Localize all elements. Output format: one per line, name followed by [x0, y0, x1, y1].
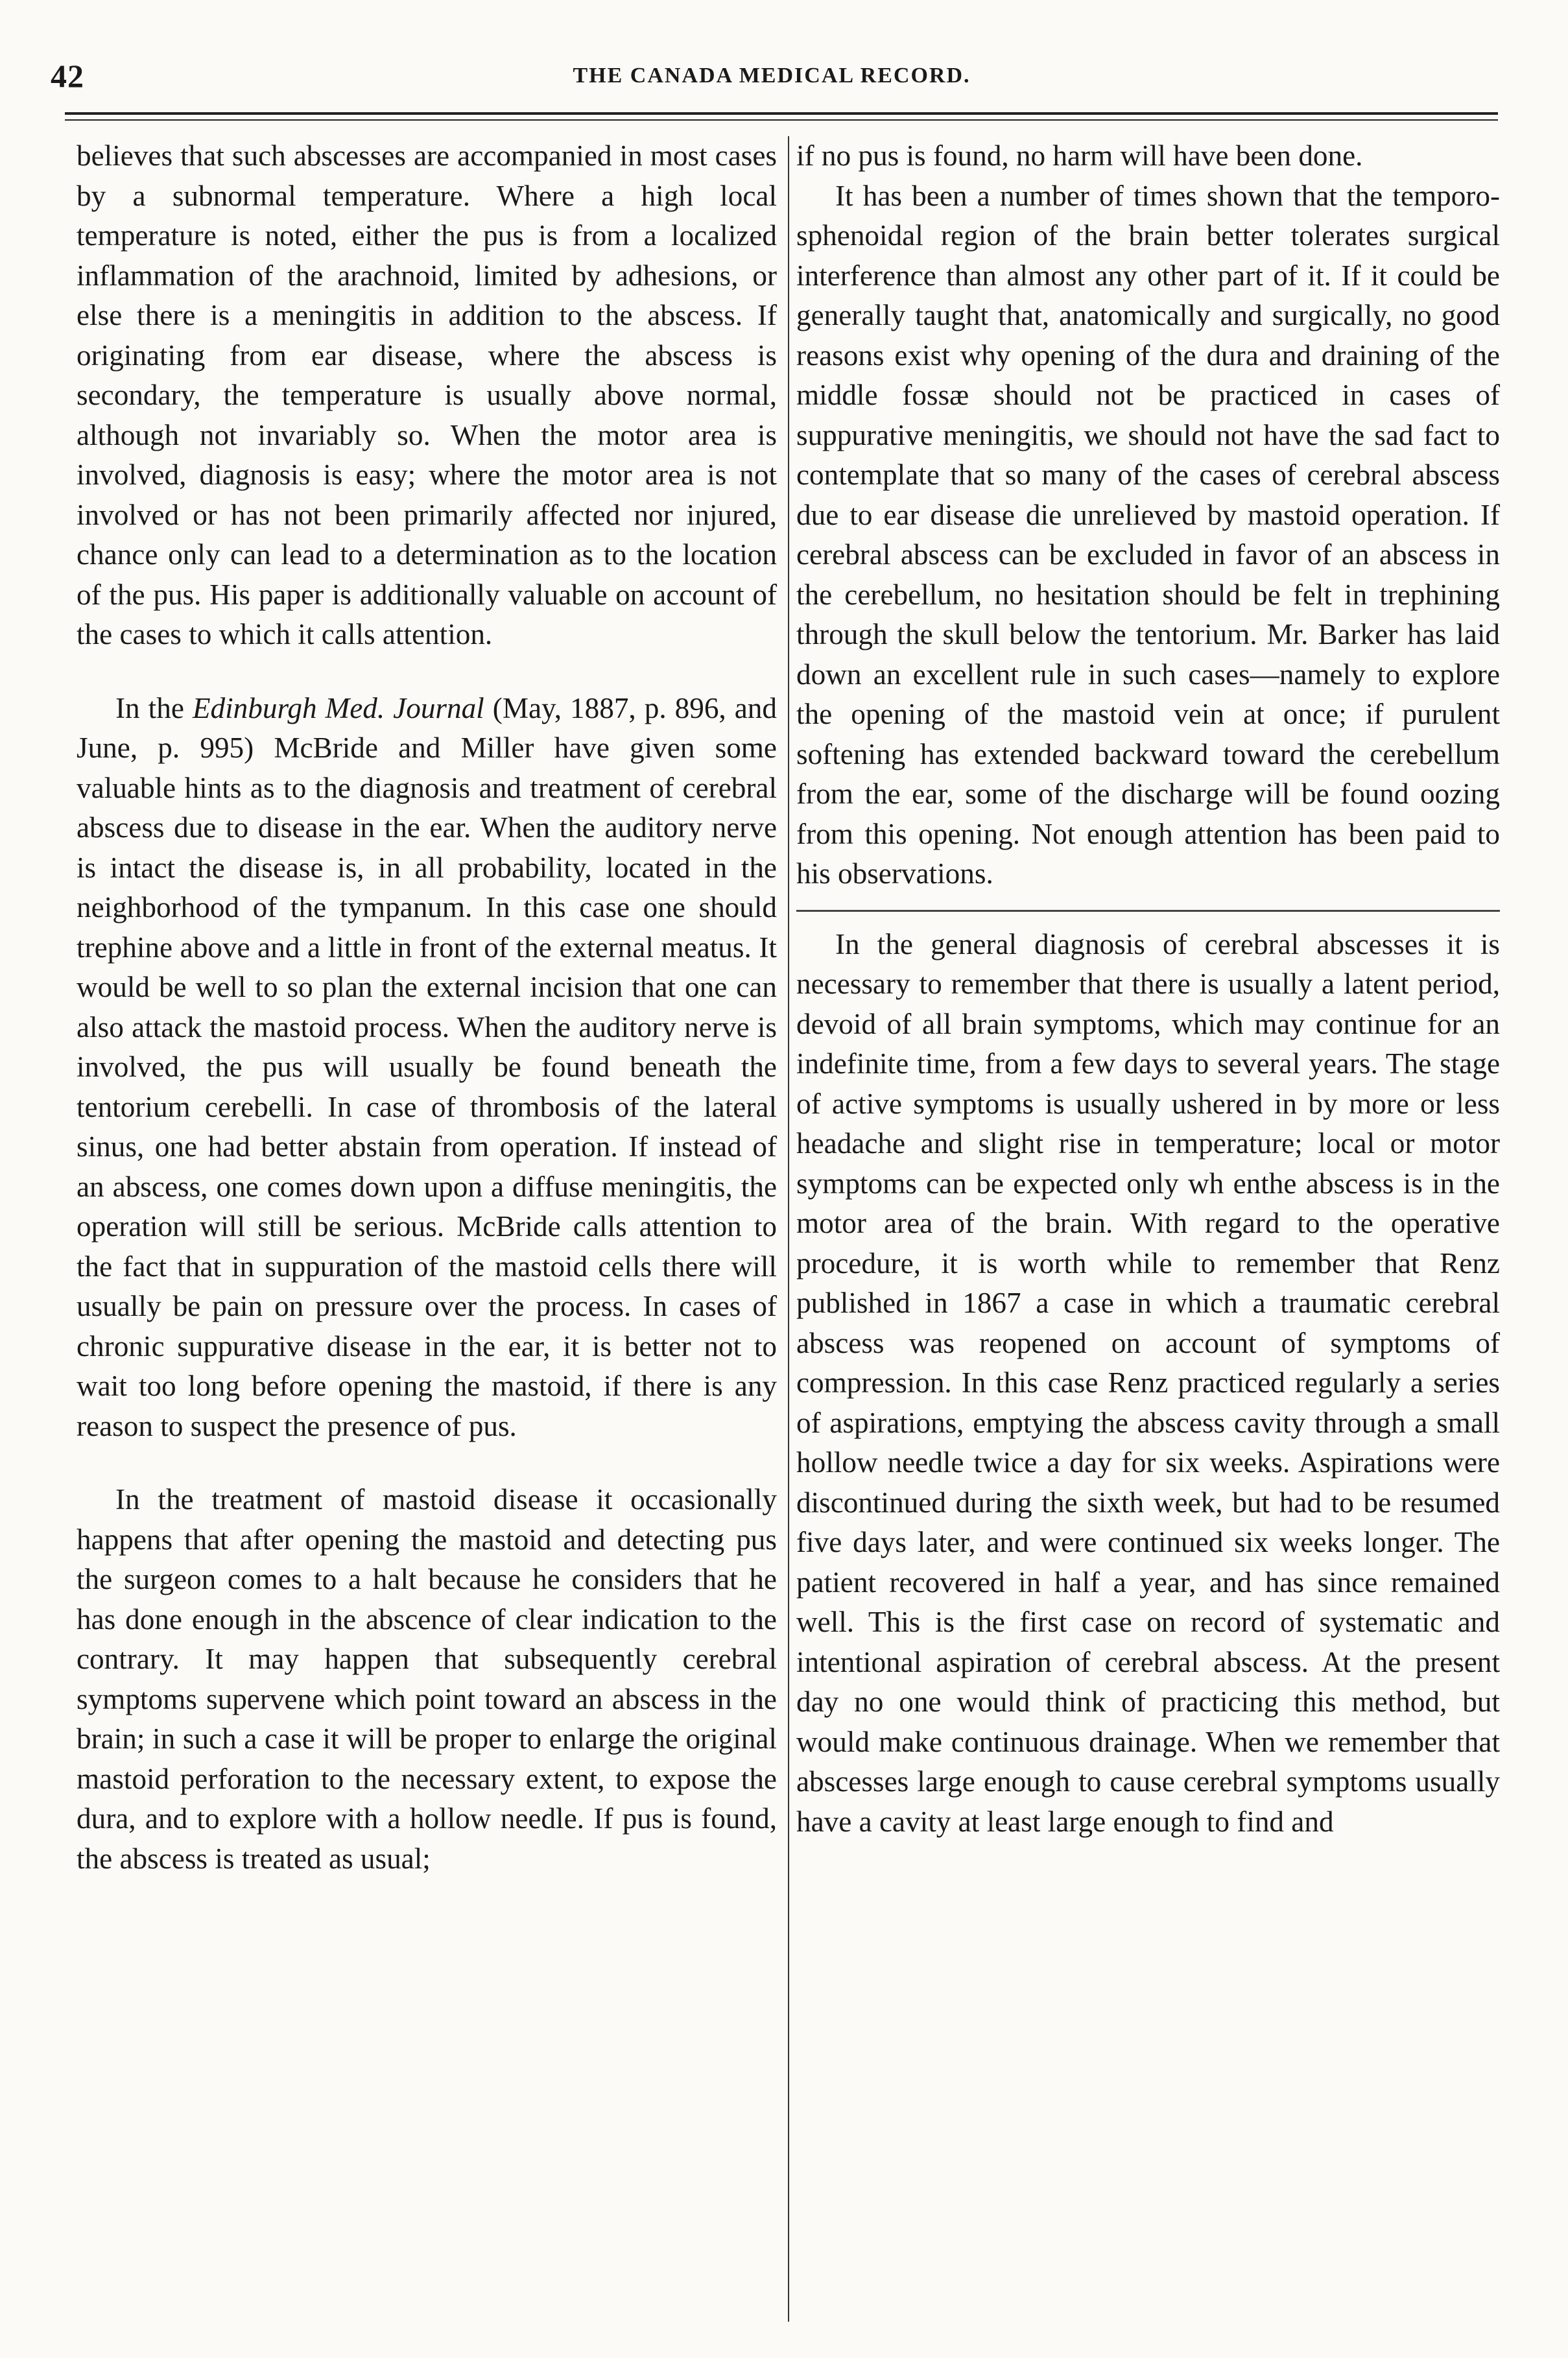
journal-title: Edinburgh Med. Journal: [192, 691, 484, 724]
left-paragraph-2-lead: In the: [115, 691, 193, 724]
column-divider: [788, 136, 789, 2322]
left-paragraph-1: believes that such abscesses are accompanied in most cases by a subnormal temperature. Where a high local temperature is noted, either the pus is from a localized inflammation of the arachnoid, limited by adhesions, or else there is a meningitis in addition to the abscess. If originating from ear disease, where the abscess is secondary, the temperature is usually above normal, although not invariably so. When the motor area is involved, diagnosis is easy; where the motor area is not involved or has not been primarily affected nor injured, chance only can lead to a determination as to the location of the pus. His paper is additionally valuable on account of the cases to which it calls attention.: [77, 139, 777, 650]
page-number: 42: [51, 58, 84, 94]
right-paragraph-3: In the general diagnosis of cerebral abscesses it is necessary to remember that there is usually a latent period, devoid of all brain symptoms, which may continue for an indefinite time, from a few days to several years. The stage of active symptoms is usually ushered in by more or less headache and slight rise in temperature; local or motor symptoms can be expected only wh enthe abscess is in the motor area of the brain. With regard to the operative procedure, it is worth while to remember that Renz published in 1867 a case in which a traumatic cerebral abscess was reopened on account of symptoms of compression. In this case Renz practiced regularly a series of aspirations, emptying the abscess cavity through a small hollow needle twice a day for six weeks. Aspirations were discontinued during the sixth week, but had to be resumed five days later, and were continued six weeks longer. The patient recovered in half a year, and has since remained well. This is the first case on record of systematic and intentional aspiration of cerebral abscess. At the present day no one would think of practicing this method, but would make continuous drainage. When we remember that abscesses large enough to cause cerebral symptoms usually have a cavity at least large enough to find and: [796, 927, 1500, 1838]
running-head: THE CANADA MEDICAL RECORD.: [573, 64, 971, 88]
right-paragraph-1: if no pus is found, no harm will have been done.: [796, 139, 1363, 172]
left-column: [77, 136, 777, 2322]
left-paragraph-3: In the treatment of mastoid disease it occasionally happens that after opening the mastoid and detecting pus the surgeon comes to a halt because he considers that he has done enough in the abscence of clear indication to the contrary. It may happen that subsequently cerebral symptoms supervene which point toward an abscess in the brain; in such a case it will be proper to enlarge the original mastoid perforation to the necessary extent, to expose the dura, and to explore with a hollow needle. If pus is found, the abscess is treated as usual;: [77, 1483, 777, 1875]
page-header: [45, 57, 1498, 96]
section-rule: [796, 910, 1500, 912]
left-paragraph-2-body: (May, 1887, p. 896, and June, p. 995) McBride and Miller have given some valuable hints as to the diagnosis and treatment of cerebral abscess due to disease in the ear. When the auditory nerve is intact the disease is, in all probability, located in the neighborhood of the tympanum. In this case one should trephine above and a little in front of the external meatus. It would be well to so plan the external incision that one can also attack the mastoid process. When the auditory nerve is involved, the pus will usually be found beneath the tentorium cerebelli. In case of thrombosis of the lateral sinus, one had better abstain from operation. If instead of an abscess, one comes down upon a diffuse meningitis, the operation will still be serious. McBride calls attention to the fact that in suppuration of the mastoid cells there will usually be pain on pressure over the process. In cases of chronic suppurative disease in the ear, it is better not to wait too long before opening the mastoid, if there is any reason to suspect the presence of pus.: [77, 691, 777, 1442]
right-paragraph-2: It has been a number of times shown that the temporo-sphenoidal region of the brain better tolerates surgical interference than almost any other part of it. If it could be generally taught that, anatomically and surgically, no good reasons exist why opening of the dura and draining of the middle fossæ should not be practiced in cases of suppurative meningitis, we should not have the sad fact to contemplate that so many of the cases of cerebral abscess due to ear disease die unrelieved by mastoid operation. If cerebral abscess can be excluded in favor of an abscess in the cerebellum, no hesitation should be felt in trephining through the skull below the tentorium. Mr. Barker has laid down an excellent rule in such cases—namely to explore the opening of the mastoid vein at once; if purulent softening has extended backward toward the cerebellum from the ear, some of the discharge will be found oozing from this opening. Not enough attention has been paid to his observations.: [796, 179, 1500, 890]
right-column: [796, 136, 1500, 2322]
header-rule: [65, 112, 1498, 121]
left-paragraph-2: [77, 689, 777, 1447]
